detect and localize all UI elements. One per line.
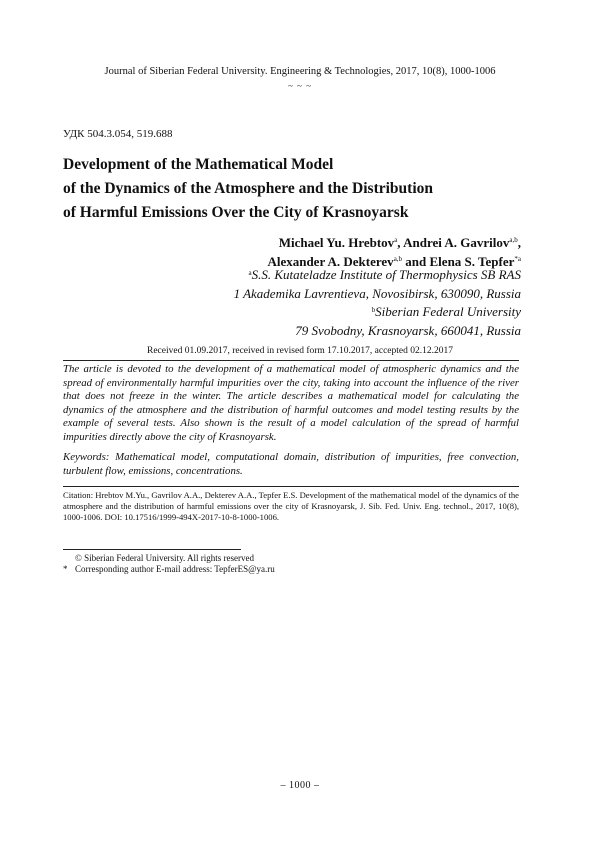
title-line-1: Development of the Mathematical Model xyxy=(63,156,334,173)
received-dates: Received 01.09.2017, received in revised form 17.10.2017, accepted 02.12.2017 xyxy=(146,346,454,356)
footnote-rule xyxy=(63,549,241,550)
affiliation-a-name: $^a$S.S. Kutateladze Institute of Thermophysics SB RAS xyxy=(248,267,521,282)
header-ornament: ~ ~ ~ xyxy=(287,81,313,91)
page-number: – 1000 – xyxy=(280,780,320,791)
affiliation-b-address: 79 Svobodny, Krasnoyarsk, 660041, Russia xyxy=(295,322,521,338)
footnote-star: * xyxy=(63,564,68,574)
keywords-text: Keywords: Mathematical model, computational domain, distribution of impurities, free convection, turbulent flow, emissions, concentrations. xyxy=(63,451,519,477)
author-sup: a,b xyxy=(509,236,518,244)
udc-code: УДК 504.3.054, 519.688 xyxy=(63,128,173,140)
citation-text: Citation: Hrebtov M.Yu., Gavrilov A.A., Dekterev A.A., Tepfer E.S. Development of the mathematical model of the dynamics of the atmosphere and the distribution of harmful emissions over the city of Krasnoyarsk, J. Sib. Fed. Univ. Eng. technol., 2017, 10(8), 1000-1006. DOI: 10.17516/1999-494X-2017-10-8-1000-1006. xyxy=(63,490,519,522)
copyright-note: © Siberian Federal University. All rights reserved xyxy=(75,553,254,563)
affiliations-block xyxy=(234,266,521,340)
title-line-3: of Harmful Emissions Over the City of Krasnoyarsk xyxy=(63,204,409,221)
journal-header: Journal of Siberian Federal University. Engineering & Technologies, 2017, 10(8), 1000-1006 xyxy=(104,66,496,77)
author-sup: a xyxy=(394,236,398,244)
authors-line-1: Michael Yu. Hrebtov$^a$, Andrei A. Gavrilov$^{a,b}$, xyxy=(278,235,521,250)
author-sup: *a xyxy=(514,255,521,263)
author-tepfer: Elena S. Tepfer xyxy=(429,254,515,269)
corresponding-author-note: * Corresponding author E-mail address: TepferES@ya.ru xyxy=(63,564,275,574)
divider-top xyxy=(63,360,519,361)
author-hrebtov: Michael Yu. Hrebtov xyxy=(278,235,395,250)
divider-citation xyxy=(63,486,519,487)
author-dekterev: Alexander A. Dekterev xyxy=(267,254,394,269)
affiliation-a-address: 1 Akademika Lavrentieva, Novosibirsk, 630090, Russia xyxy=(233,285,521,301)
paper-title xyxy=(63,153,433,225)
author-sup: a,b xyxy=(393,255,403,263)
abstract-text: The article is devoted to the development of a mathematical model of atmospheric dynamics and the spread of environmentally harmful impurities over the city, taking into account the influence of the river that does not freeze in the winter. The article describes a mathematical model for calculating the dynamics of the atmosphere and the distribution of harmful outcomes and model testing results by the example of several tests. Also shown is the result of a model calculation of the spread of harmful impurities directly above the city of Krasnoyarsk. xyxy=(63,363,519,443)
affiliation-b-name: $^b$Siberian Federal University xyxy=(371,304,521,319)
author-gavrilov: Andrei A. Gavrilov xyxy=(403,235,510,250)
title-line-2: of the Dynamics of the Atmosphere and the Distribution xyxy=(63,180,433,197)
authors-line-2: Alexander A. Dekterev$^{a,b}$ and Elena S. Tepfer$^{*a}$ xyxy=(267,254,521,269)
